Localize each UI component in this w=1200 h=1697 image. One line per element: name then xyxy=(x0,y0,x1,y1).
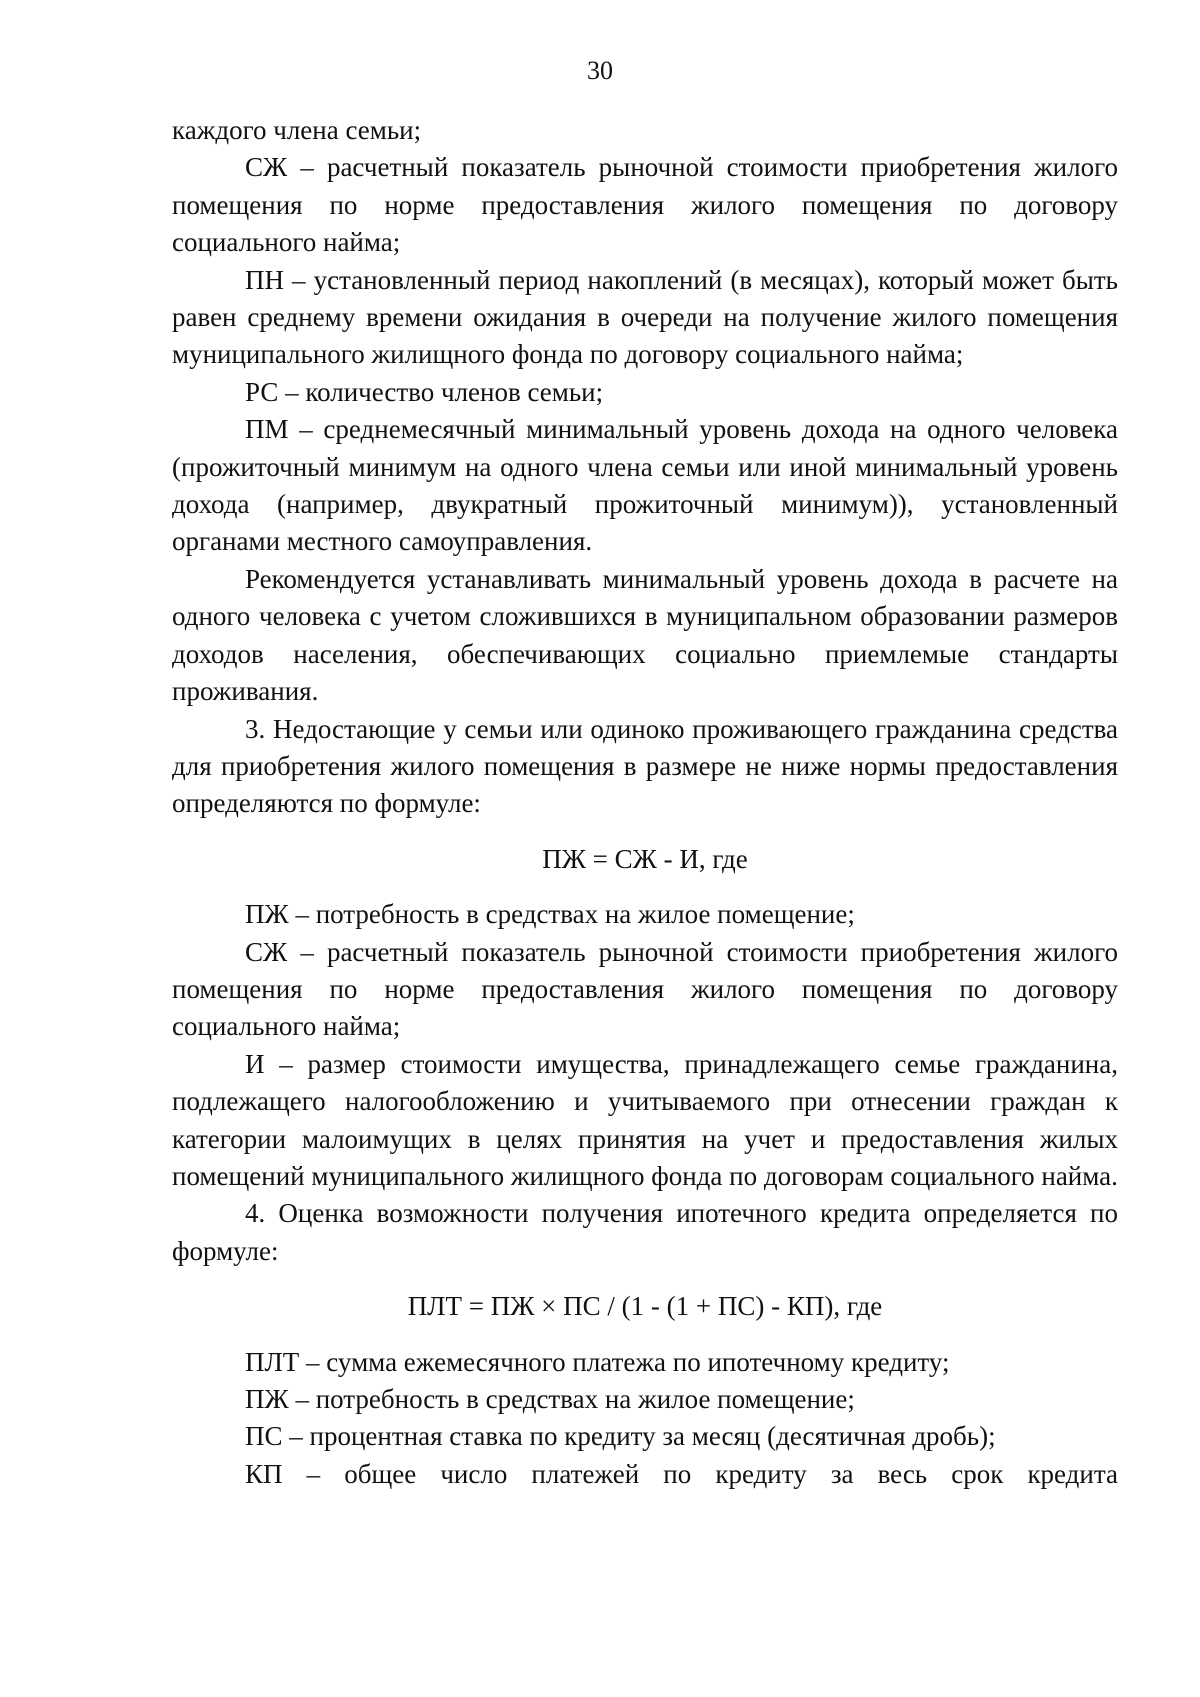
definition-pzh: ПЖ – потребность в средствах на жилое помещение; xyxy=(245,899,855,930)
definition-ps: ПС – процентная ставка по кредиту за месяц (десятичная дробь); xyxy=(245,1421,996,1452)
paragraph-continuation: каждого члена семьи; xyxy=(172,115,422,145)
definition-plt: ПЛТ – сумма ежемесячного платежа по ипотечному кредиту; xyxy=(245,1346,950,1377)
document-body xyxy=(172,112,1118,1493)
formula-pzh: ПЖ = СЖ - И, где xyxy=(542,843,748,874)
definition-pm: ПМ – среднемесячный минимальный уровень дохода на одного человека (прожиточный минимум на одного члена семьи или иной минимальный уровень дохода (например, двукратный прожиточный минимум)), установленный органами местного самоуправления. xyxy=(172,414,1118,557)
definition-szh-repeat: СЖ – расчетный показатель рыночной стоимости приобретения жилого помещения по норме предоставления жилого помещения по договору социального найма; xyxy=(172,936,1118,1042)
formula-plt: ПЛТ = ПЖ × ПС / (1 - (1 + ПС) - КП), где xyxy=(407,1291,883,1322)
recommendation-paragraph: Рекомендуется устанавливать минимальный уровень дохода в расчете на одного человека с учетом сложившихся в муниципальном образовании размеров доходов населения, обеспечивающих социально приемлемые стандарты проживания. xyxy=(172,563,1118,707)
section-4-paragraph: 4. Оценка возможности получения ипотечного кредита определяется по формуле: xyxy=(172,1198,1118,1266)
definition-kp: КП – общее число платежей по кредиту за весь срок кредита xyxy=(245,1458,1118,1489)
definition-szh: СЖ – расчетный показатель рыночной стоимости приобретения жилого помещения по норме предоставления жилого помещения по договору социального найма; xyxy=(172,152,1118,258)
definition-pn: ПН – установленный период накоплений (в месяцах), который может быть равен среднему времени ожидания в очереди на получение жилого помещения муниципального жилищного фонда по договору социального найма; xyxy=(172,264,1118,370)
definition-rs: РС – количество членов семьи; xyxy=(245,376,604,407)
definition-pzh-repeat: ПЖ – потребность в средствах на жилое помещение; xyxy=(245,1384,855,1414)
page-number: 30 xyxy=(587,56,613,85)
section-3-paragraph: 3. Недостающие у семьи или одиноко проживающего гражданина средства для приобретения жилого помещения в размере не ниже нормы предоставления определяются по формуле: xyxy=(172,713,1118,819)
definition-i: И – размер стоимости имущества, принадлежащего семье гражданина, подлежащего налогообложению и учитываемого при отнесении граждан к категории малоимущих в целях принятия на учет и предоставления жилых помещений муниципального жилищного фонда по договорам социального найма. xyxy=(172,1048,1118,1191)
